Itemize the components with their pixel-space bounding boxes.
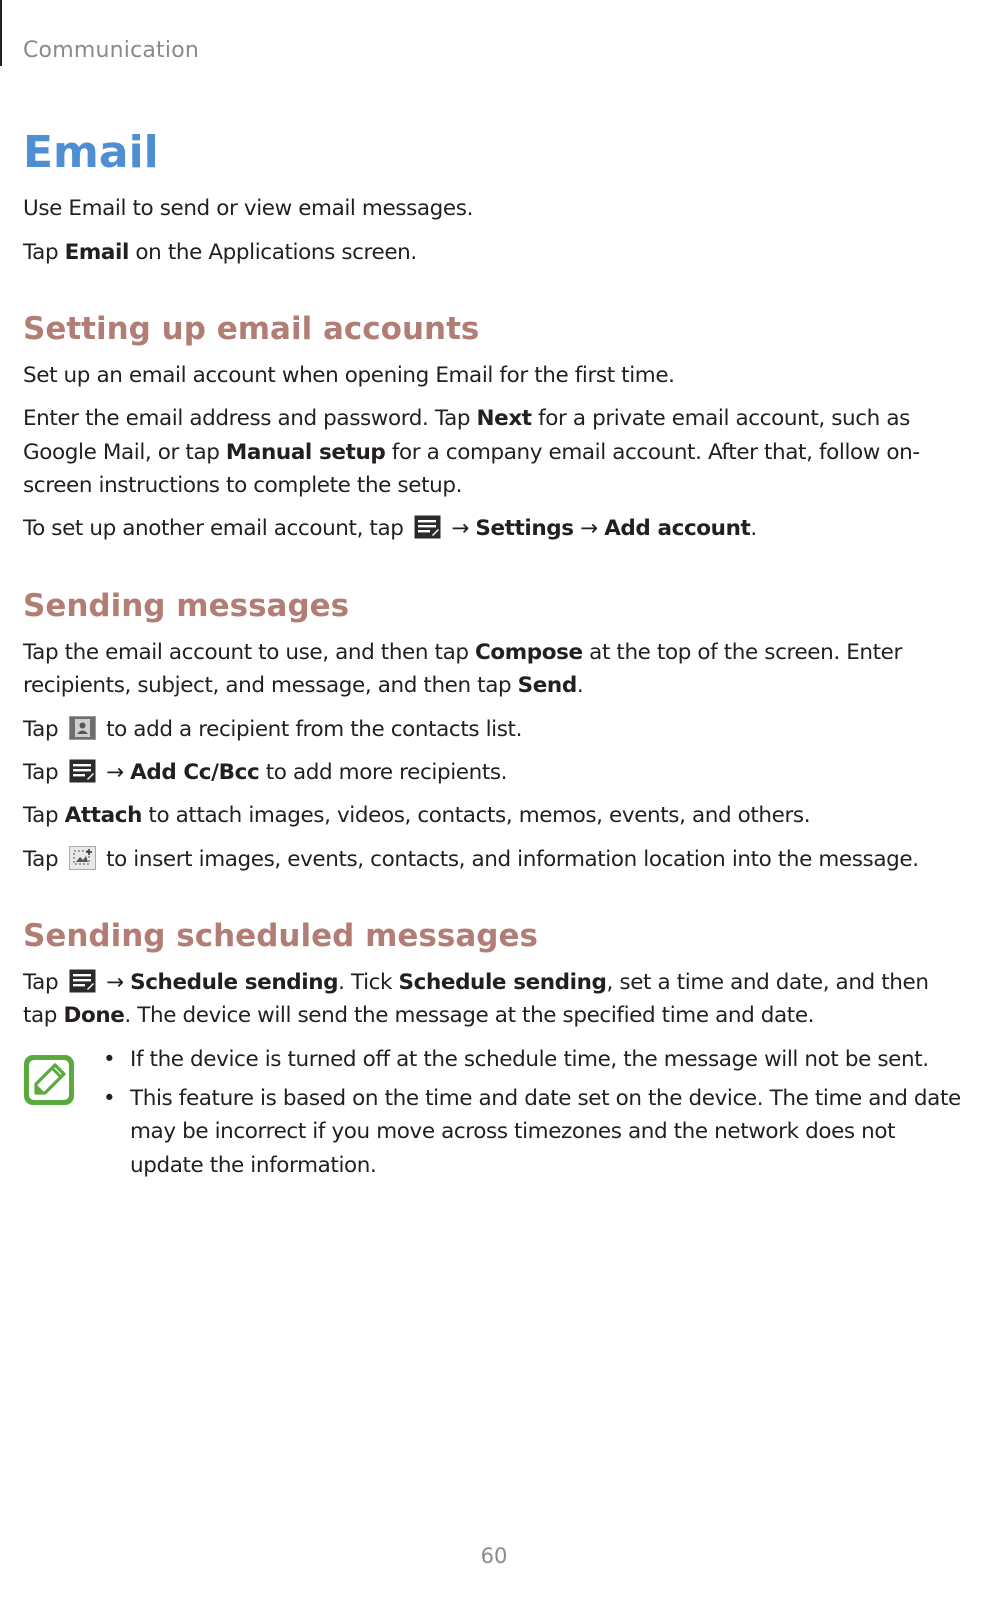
- intro-line-2: [23, 236, 968, 269]
- text: to add a recipient from the contacts list.: [99, 716, 523, 742]
- sending-paragraph-1: [23, 636, 968, 703]
- bullet: •: [103, 1086, 116, 1112]
- sending-paragraph-2: [23, 713, 968, 746]
- arrow: →: [99, 759, 131, 785]
- sending-paragraph-5: [23, 843, 968, 876]
- setup-paragraph-3: [23, 512, 968, 545]
- text: .: [750, 516, 757, 542]
- add-account-label: Add account: [604, 516, 751, 542]
- text: . Tick: [338, 970, 399, 996]
- compose-label: Compose: [475, 639, 583, 665]
- manual-setup-label: Manual setup: [225, 439, 386, 465]
- note-item: [103, 1082, 968, 1182]
- done-label: Done: [63, 1003, 125, 1029]
- text: to insert images, events, contacts, and information location into the message.: [99, 846, 919, 872]
- schedule-sending-label: Schedule sending: [130, 970, 339, 996]
- send-label: Send: [517, 673, 577, 699]
- heading-sending-messages: Sending messages: [23, 587, 350, 624]
- scheduled-paragraph-1: [23, 966, 968, 1033]
- sending-paragraph-4: [23, 799, 968, 832]
- next-label: Next: [476, 406, 532, 432]
- text: Tap the email account to use, and then tap: [23, 639, 476, 665]
- text: at the top of the screen. Enter recipients, subject, and message, and then tap: [23, 639, 902, 699]
- arrow: →: [444, 516, 476, 542]
- menu-icon: [69, 969, 96, 993]
- arrow: →: [573, 516, 605, 542]
- page-title: Email: [23, 127, 159, 178]
- text: Enter the email address and password. Tap: [23, 406, 477, 432]
- text: on the Applications screen.: [128, 239, 417, 265]
- text: to add more recipients.: [259, 759, 508, 785]
- text: Tap: [23, 759, 65, 785]
- text: To set up another email account, tap: [23, 516, 410, 542]
- intro-line-1: Use Email to send or view email messages.: [23, 196, 473, 222]
- text: to attach images, videos, contacts, memos, events, and others.: [142, 803, 811, 829]
- text: for a private email account, such as Google Mail, or tap: [23, 406, 910, 465]
- text: Tap: [23, 716, 65, 742]
- heading-sending-scheduled: Sending scheduled messages: [23, 917, 538, 954]
- page-number: 60: [480, 1544, 508, 1568]
- section-label: Communication: [23, 38, 200, 63]
- note-list: [23, 1043, 968, 1182]
- text: . The device will send the message at the specified time and date.: [124, 1003, 815, 1029]
- text: Tap: [23, 803, 65, 829]
- settings-label: Settings: [475, 516, 574, 542]
- setup-paragraph-2: [23, 402, 968, 502]
- app-name: Email: [64, 239, 129, 265]
- text: for a company email account. After that, follow on-screen instructions to complete the setup.: [23, 439, 920, 499]
- insert-icon: [69, 846, 96, 870]
- setup-paragraph-1: Set up an email account when opening Email for the first time.: [23, 363, 675, 389]
- page-content: [23, 127, 968, 1188]
- text: Tap: [23, 846, 65, 872]
- arrow: →: [99, 970, 131, 996]
- text: .: [576, 673, 584, 699]
- schedule-sending-label: Schedule sending: [398, 970, 607, 996]
- contacts-icon: [69, 716, 96, 740]
- text: Tap: [23, 970, 65, 996]
- note-box: [23, 1043, 968, 1182]
- sending-paragraph-3: [23, 756, 968, 789]
- add-cc-bcc-label: Add Cc/Bcc: [130, 759, 260, 785]
- bullet: •: [103, 1046, 116, 1072]
- note-item: [103, 1043, 968, 1076]
- note-icon: [22, 1053, 76, 1107]
- note-text: If the device is turned off at the schedule time, the message will not be sent.: [130, 1046, 929, 1072]
- menu-icon: [414, 515, 441, 539]
- header-rule: [0, 0, 2, 66]
- attach-label: Attach: [64, 803, 142, 829]
- note-text: This feature is based on the time and date set on the device. The time and date may be incorrect if you move across timezones and the network does not update the information.: [130, 1086, 961, 1178]
- text: Tap: [23, 239, 65, 265]
- heading-setting-up: Setting up email accounts: [23, 310, 480, 347]
- menu-icon: [69, 759, 96, 783]
- text: , set a time and date, and then tap: [23, 970, 929, 1029]
